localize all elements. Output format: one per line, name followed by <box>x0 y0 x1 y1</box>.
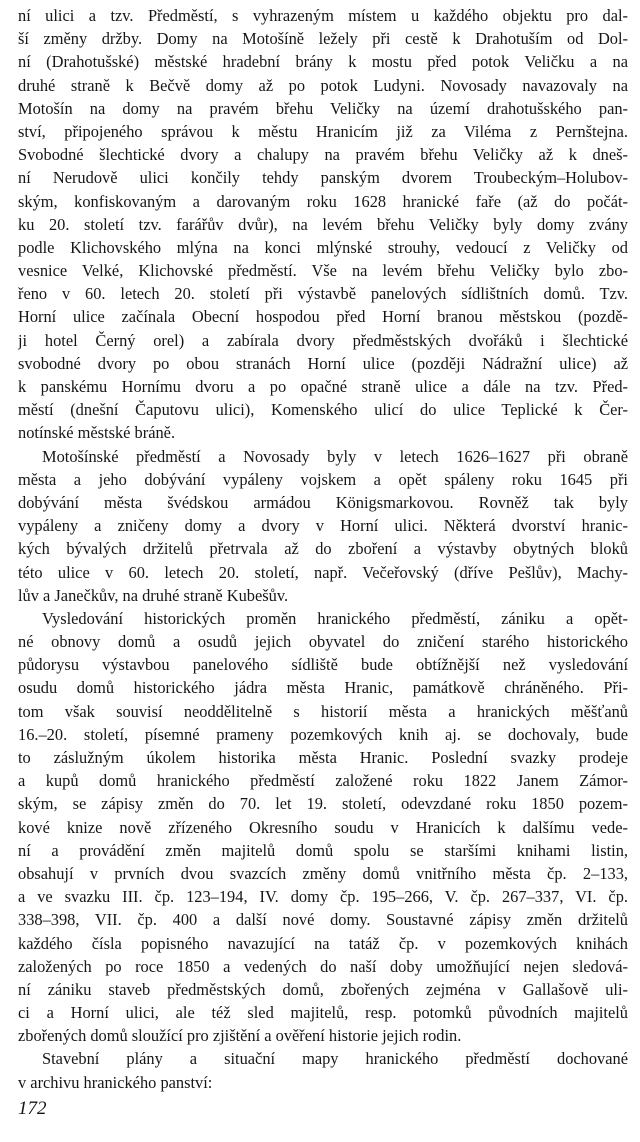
page-body <box>18 4 628 1094</box>
text-line: ní a provádění změn majitelů domů spolu se staršími knihami listin, <box>18 840 628 860</box>
text-line: podle Klichovského mlýna na konci mlýnské strouhy, vedoucí z Veličky od <box>18 237 628 257</box>
text-line: kové knize nově zřízeného Okresního soudu v Hranicích k dalšímu vede- <box>18 817 628 837</box>
text-line: ší změny držby. Domy na Motošíně ležely při cestě k Drahotuším od Dol- <box>18 29 628 49</box>
text-line: Motošínské předměstí a Novosady byly v letech 1626–1627 při obraně <box>42 446 628 466</box>
text-line: ní zániku staveb předměstských domů, zbořených zejména v Gallašově uli- <box>18 979 628 999</box>
text-line: ci a Horní ulici, ale též sled majitelů, resp. potomků původních majitelů <box>18 1003 628 1023</box>
paragraph <box>18 1047 628 1093</box>
text-line: tom však souvisí neoddělitelně s historií města a hranických měšťanů <box>18 701 628 721</box>
text-line: ským, konfiskovaným a darovaným roku 1628 hranické faře (až do počát- <box>18 191 628 211</box>
text-line: a kupů domů hranického předměstí založené roku 1822 Janem Zámor- <box>18 771 628 791</box>
text-line: obsahují v prvních dvou svazcích změny domů vnitřního města čp. 2–133, <box>18 863 628 883</box>
text-line: vypáleny a zničeny domy a dvory v Horní ulici. Některá dvorství hranic- <box>18 516 628 536</box>
text-line: každého čísla popisného navazující na tatáž čp. v pozemkových knihách <box>18 933 628 953</box>
text-line: dobývání města švédskou armádou Königsmarkovou. Rovněž tak byly <box>18 492 628 512</box>
text-line: vesnice Velké, Klichovské předměstí. Vše na levém břehu Veličky bylo zbo- <box>18 261 628 281</box>
text-line: této ulice v 60. letech 20. století, např. Večeřovský (dříve Pešlův), Machy- <box>18 562 628 582</box>
text-line: v archivu hranického panství: <box>18 1072 213 1092</box>
text-line: né obnovy domů a osudů jejich obyvatel do zničení starého historického <box>18 632 628 652</box>
paragraph <box>18 607 628 1048</box>
text-line: lův a Janečkův, na druhé straně Kubešův. <box>18 585 289 605</box>
text-line: ku 20. století tzv. farářův dvůr), na levém břehu Veličky byly domy zvány <box>18 214 628 234</box>
text-line: Horní ulice začínala Obecní hospodou před Horní branou městskou (pozdě- <box>18 307 628 327</box>
text-line: městí (dnešní Čaputovu ulici), Komenského ulicí do ulice Teplické k Čer- <box>18 400 628 420</box>
text-line: ji hotel Černý orel) a zabírala dvory předměstských dvořáků i šlechtické <box>18 330 628 350</box>
text-line: notínské městské bráně. <box>18 423 176 443</box>
text-line: k panskému Hornímu dvoru a po opačné straně ulice a dále na tzv. Před- <box>18 377 628 396</box>
text-line: řeno v 60. letech 20. století při výstavbě panelových sídlištních domů. Tzv. <box>18 284 628 304</box>
text-line: druhé straně k Bečvě domy až po potok Ludyni. Novosady navazovaly na <box>18 75 628 95</box>
text-line: osudu domů historického jádra města Hranic, památkově chráněného. Při- <box>18 678 628 698</box>
text-line: ní ulici a tzv. Předměstí, s vyhrazeným místem u každého objektu pro dal- <box>18 6 628 25</box>
text-line: Vysledování historických proměn hranického předměstí, zániku a opět- <box>42 608 628 628</box>
text-line: svobodné dvory po obou stranách Horní ulice (později Nádražní ulice) až <box>18 353 628 373</box>
text-line: Svobodné šlechtické dvory a chalupy na pravém břehu Veličky až k dneš- <box>18 145 628 165</box>
text-line: ní Nerudově ulici končily tehdy panským dvorem Troubeckým–Holubov- <box>18 168 628 188</box>
paragraph <box>18 445 628 607</box>
text-line: a ve svazku III. čp. 123–194, IV. domy čp. 195–266, V. čp. 267–337, VI. čp. <box>18 887 628 907</box>
paragraph <box>18 4 628 445</box>
text-line: kých bývalých držitelů přetrvala až do zboření a výstavby obytných bloků <box>18 539 628 559</box>
text-line: města a jeho dobývání vypáleny vojskem a opět spáleny roku 1645 při <box>18 469 628 489</box>
text-line: Stavební plány a situační mapy hranického předměstí dochované <box>42 1049 628 1069</box>
text-line: to záslužným úkolem historika města Hranic. Poslední svazky prodeje <box>18 748 628 767</box>
page-number: 172 <box>18 1098 47 1119</box>
text-line: 338–398, VII. čp. 400 a další nové domy. Soustavné zápisy změn držitelů <box>18 910 628 930</box>
text-line: ní (Drahotušské) městské hradební brány k mostu před potok Veličku a na <box>18 52 628 72</box>
text-line: Motošín na domy na pravém břehu Veličky na území drahotušského pan- <box>18 98 628 118</box>
text-line: ství, připojeného správou k městu Hranicím již za Viléma z Pernštejna. <box>18 121 628 141</box>
text-line: zbořených domů sloužící pro zjištění a ověření historie jejich rodin. <box>18 1026 462 1046</box>
text-line: 16.–20. století, písemné prameny pozemkových knih aj. se dochovaly, bude <box>18 724 628 744</box>
text-line: ským, se zápisy změn do 70. let 19. století, odevzdané roku 1850 pozem- <box>18 794 628 814</box>
text-line: založených po roce 1850 a vedených do naší doby umožňující nejen sledová- <box>18 956 628 976</box>
text-line: půdorysu výstavbou panelového sídliště bude obtížnější než vysledování <box>18 655 628 675</box>
